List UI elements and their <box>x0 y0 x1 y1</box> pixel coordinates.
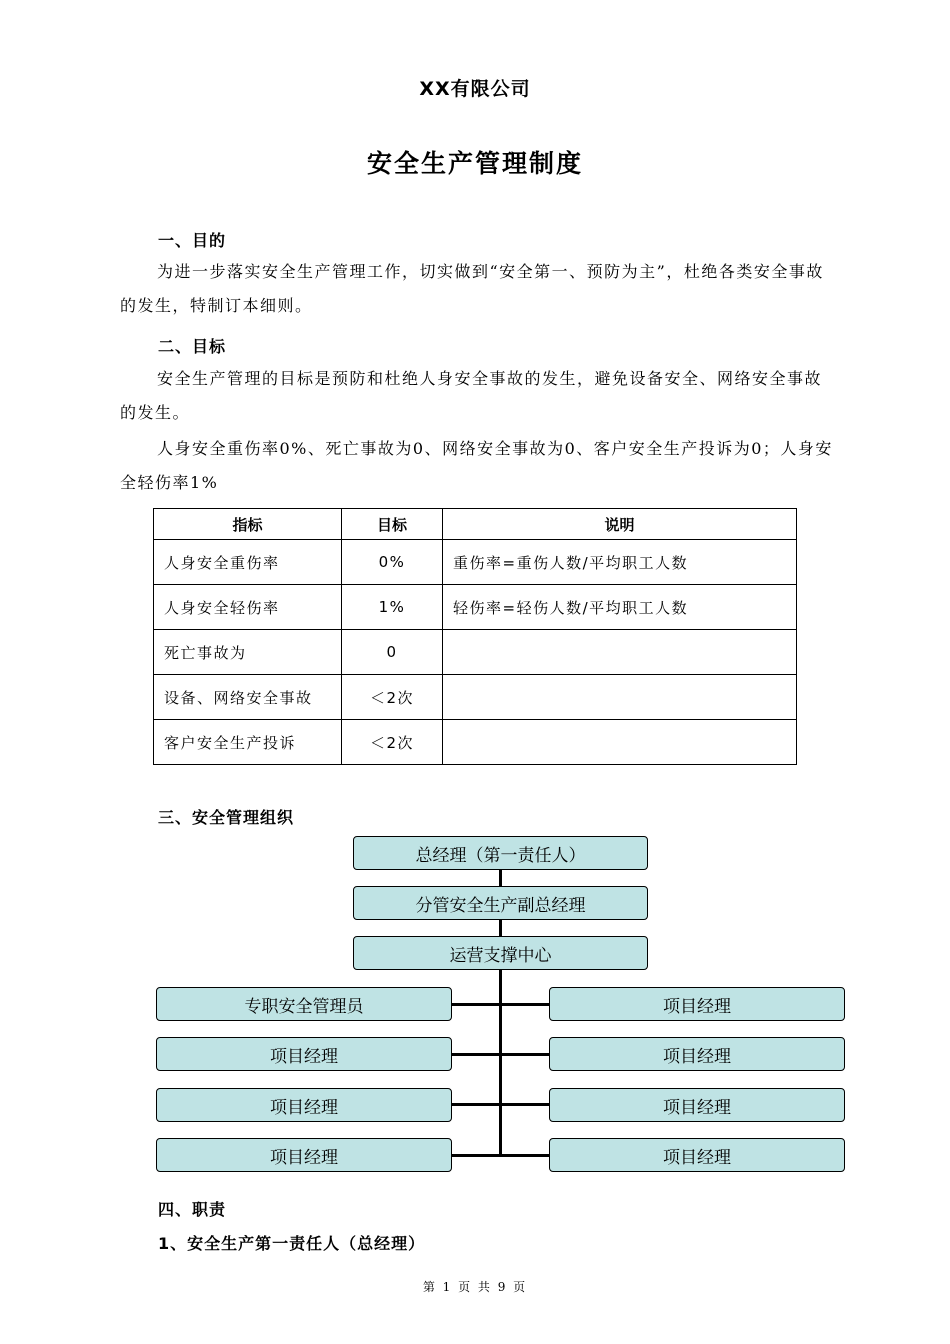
column-header-description: 说明 <box>443 509 797 540</box>
table-cell: 设备、网络安全事故 <box>154 675 342 720</box>
targets-table <box>153 508 797 765</box>
org-box-project-manager: 项目经理 <box>156 1138 452 1172</box>
table-cell: 轻伤率=轻伤人数/平均职工人数 <box>443 585 797 630</box>
org-branch-line <box>451 1103 550 1106</box>
column-header-indicator: 指标 <box>154 509 342 540</box>
org-box-project-manager: 项目经理 <box>549 1138 845 1172</box>
org-box-safety-officer: 专职安全管理员 <box>156 987 452 1021</box>
org-box-general-manager: 总经理（第一责任人） <box>353 836 648 870</box>
table-cell: 0% <box>342 540 443 585</box>
org-box-project-manager: 项目经理 <box>549 1037 845 1071</box>
table-row <box>154 675 797 720</box>
goals-paragraph-1: 安全生产管理的目标是预防和杜绝人身安全事故的发生，避免设备安全、网络安全事故的发生。 <box>120 369 823 422</box>
table-cell: ＜2次 <box>342 675 443 720</box>
table-cell: 人身安全重伤率 <box>154 540 342 585</box>
table-row <box>154 585 797 630</box>
subheading-first-responsible: 1、安全生产第一责任人（总经理） <box>158 1234 426 1253</box>
org-box-operations-center: 运营支撑中心 <box>353 936 648 970</box>
table-row <box>154 720 797 765</box>
company-name: XX有限公司 <box>419 78 531 100</box>
section-heading-goals: 二、目标 <box>158 337 227 356</box>
table-cell: 0 <box>342 630 443 675</box>
section-heading-organization: 三、安全管理组织 <box>158 808 295 827</box>
goals-paragraph-2: 人身安全重伤率0%、死亡事故为0、网络安全事故为0、客户安全生产投诉为0；人身安全轻伤率1% <box>120 439 833 492</box>
table-cell <box>443 675 797 720</box>
org-box-deputy-manager: 分管安全生产副总经理 <box>353 886 648 920</box>
section-heading-purpose: 一、目的 <box>158 231 227 250</box>
org-branch-line <box>451 1154 550 1157</box>
purpose-paragraph: 为进一步落实安全生产管理工作，切实做到“安全第一、预防为主”，杜绝各类安全事故的发生，特制订本细则。 <box>120 262 824 315</box>
table-row <box>154 630 797 675</box>
section-heading-responsibilities: 四、职责 <box>158 1200 227 1219</box>
table-cell <box>443 720 797 765</box>
document-title: 安全生产管理制度 <box>366 149 583 178</box>
table-cell: 死亡事故为 <box>154 630 342 675</box>
table-cell: ＜2次 <box>342 720 443 765</box>
table-cell: 客户安全生产投诉 <box>154 720 342 765</box>
org-branch-line <box>451 1053 550 1056</box>
page-number: 第 1 页 共 9 页 <box>422 1280 528 1294</box>
column-header-target: 目标 <box>342 509 443 540</box>
table-cell: 1% <box>342 585 443 630</box>
org-branch-line <box>451 1003 550 1006</box>
table-cell <box>443 630 797 675</box>
org-box-project-manager: 项目经理 <box>549 987 845 1021</box>
table-header-row <box>154 509 797 540</box>
org-box-project-manager: 项目经理 <box>156 1088 452 1122</box>
table-cell: 重伤率=重伤人数/平均职工人数 <box>443 540 797 585</box>
table-cell: 人身安全轻伤率 <box>154 585 342 630</box>
org-box-project-manager: 项目经理 <box>549 1088 845 1122</box>
table-row <box>154 540 797 585</box>
org-box-project-manager: 项目经理 <box>156 1037 452 1071</box>
